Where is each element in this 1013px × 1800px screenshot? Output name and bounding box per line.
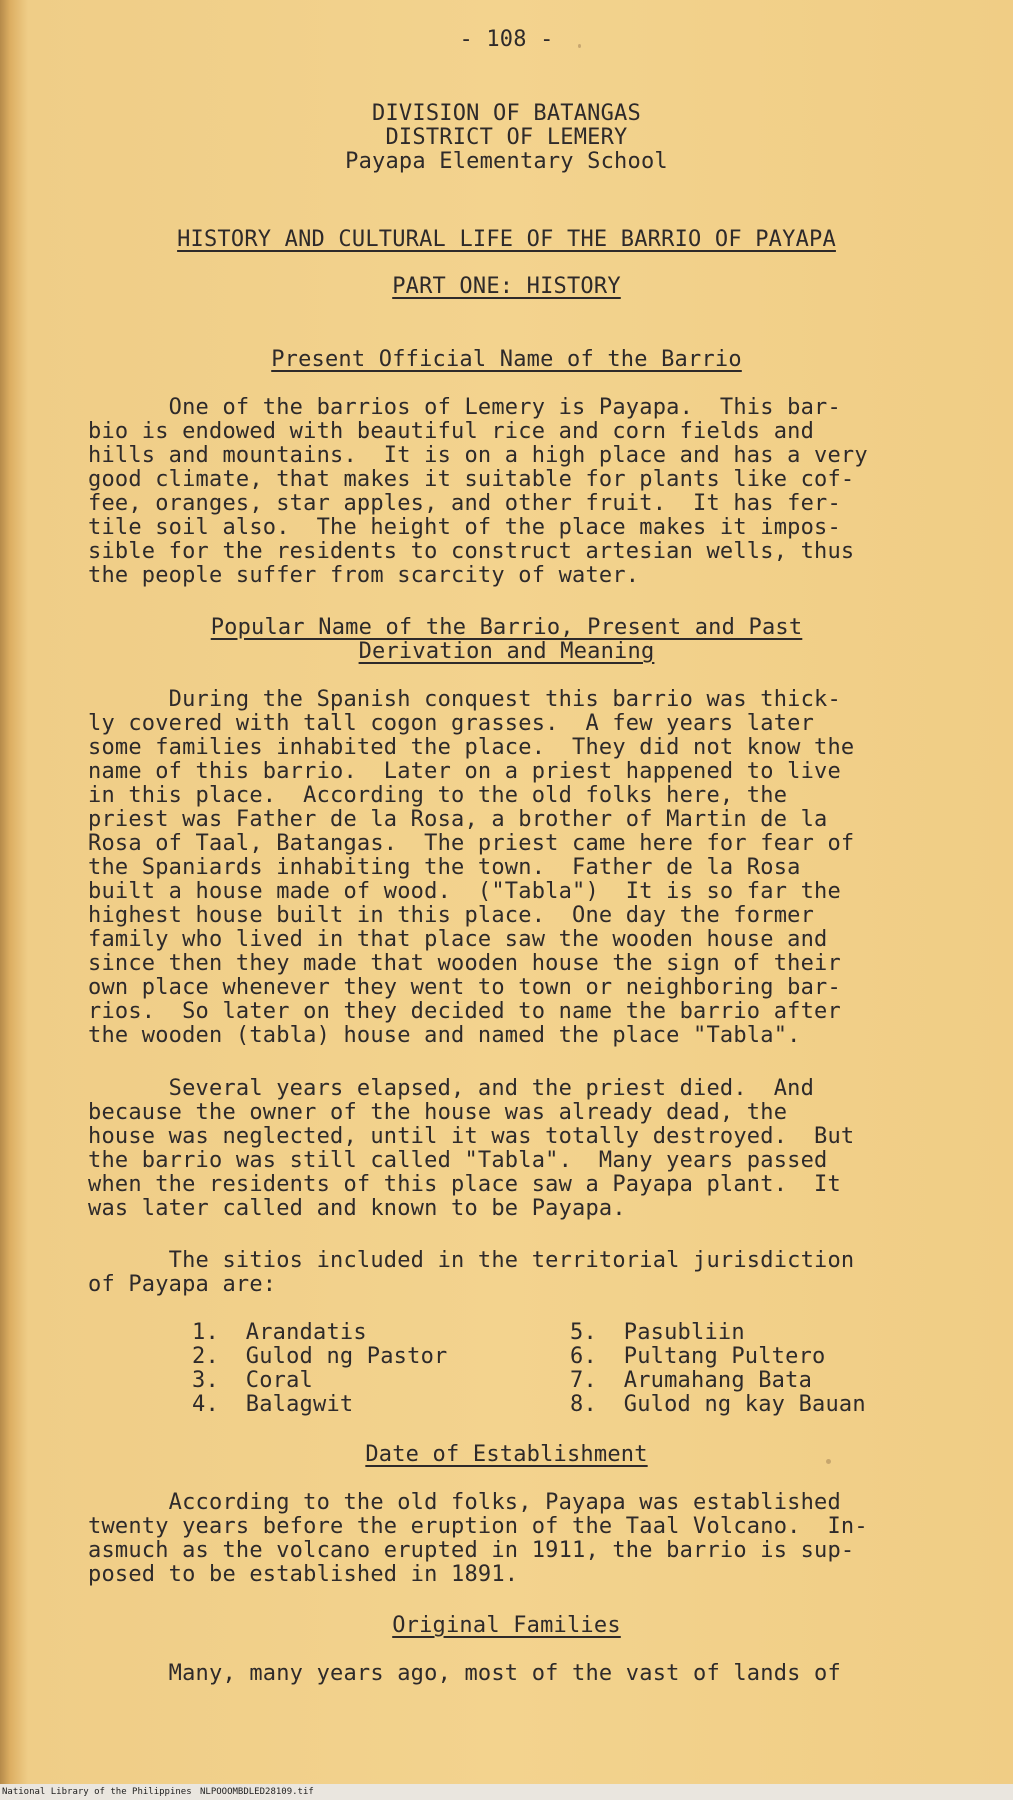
list-item: 5. Pasubliin bbox=[570, 1320, 745, 1345]
text-line: own place whenever they went to town or neighboring bar- bbox=[88, 975, 841, 1000]
list-item: 8. Gulod ng kay Bauan bbox=[570, 1392, 866, 1417]
page-number: - 108 - bbox=[459, 27, 554, 52]
text-line: posed to be established in 1891. bbox=[88, 1562, 519, 1587]
section-heading-establishment: Date of Establishment bbox=[365, 1442, 648, 1467]
text-line: the people suffer from scarcity of water. bbox=[88, 563, 640, 588]
text-line: tile soil also. The height of the place makes it impos- bbox=[88, 515, 841, 540]
text-line: One of the barrios of Lemery is Payapa. This bar- bbox=[88, 395, 841, 420]
text-line: Rosa of Taal, Batangas. The priest came here for fear of bbox=[88, 831, 855, 856]
text-line: ly covered with tall cogon grasses. A few years later bbox=[88, 711, 815, 736]
section-heading-derivation: Derivation and Meaning bbox=[358, 639, 655, 664]
text-line: fee, oranges, star apples, and other fruit. It has fer- bbox=[88, 491, 841, 516]
part-heading: PART ONE: HISTORY bbox=[392, 274, 621, 299]
ink-smudge bbox=[826, 1459, 831, 1464]
document-title: HISTORY AND CULTURAL LIFE OF THE BARRIO OF PAYAPA bbox=[177, 227, 836, 252]
text-line: Many, many years ago, most of the vast of lands of bbox=[88, 1661, 841, 1686]
text-line: During the Spanish conquest this barrio was thick- bbox=[88, 687, 841, 712]
list-item: 4. Balagwit bbox=[192, 1392, 354, 1417]
heading-division: DIVISION OF BATANGAS bbox=[372, 101, 641, 126]
section-heading-original-families: Original Families bbox=[392, 1613, 621, 1638]
text-line: Several years elapsed, and the priest died. And bbox=[88, 1076, 815, 1101]
heading-district: DISTRICT OF LEMERY bbox=[385, 125, 628, 150]
text-line: the wooden (tabla) house and named the place "Tabla". bbox=[88, 1023, 801, 1048]
list-item: 3. Coral bbox=[192, 1368, 314, 1393]
text-line: priest was Father de la Rosa, a brother of Martin de la bbox=[88, 807, 828, 832]
section-heading-popular-name: Popular Name of the Barrio, Present and Past bbox=[210, 615, 803, 640]
scan-footer bbox=[0, 1784, 1013, 1800]
list-item: 2. Gulod ng Pastor bbox=[192, 1344, 448, 1369]
list-item: 7. Arumahang Bata bbox=[570, 1368, 813, 1393]
text-line: when the residents of this place saw a Payapa plant. It bbox=[88, 1172, 841, 1197]
text-line: highest house built in this place. One day the former bbox=[88, 903, 815, 928]
text-line: in this place. According to the old folks here, the bbox=[88, 783, 788, 808]
text-line: since then they made that wooden house the sign of their bbox=[88, 951, 841, 976]
text-line: house was neglected, until it was totally destroyed. But bbox=[88, 1124, 855, 1149]
heading-school: Payapa Elementary School bbox=[345, 149, 668, 174]
text-line: hills and mountains. It is on a high place and has a very bbox=[88, 443, 868, 468]
text-line: According to the old folks, Payapa was established bbox=[88, 1490, 841, 1515]
text-line: some families inhabited the place. They did not know the bbox=[88, 735, 855, 760]
text-line: bio is endowed with beautiful rice and corn fields and bbox=[88, 419, 815, 444]
text-line: built a house made of wood. ("Tabla") It is so far the bbox=[88, 879, 841, 904]
text-line: asmuch as the volcano erupted in 1911, the barrio is sup- bbox=[88, 1538, 855, 1563]
text-line: was later called and known to be Payapa. bbox=[88, 1196, 626, 1221]
list-item: 6. Pultang Pultero bbox=[570, 1344, 826, 1369]
text-line: name of this barrio. Later on a priest happened to live bbox=[88, 759, 841, 784]
text-line: of Payapa are: bbox=[88, 1272, 277, 1297]
text-line: sible for the residents to construct artesian wells, thus bbox=[88, 539, 855, 564]
text-line: twenty years before the eruption of the Taal Volcano. In- bbox=[88, 1514, 868, 1539]
text-line: family who lived in that place saw the wooden house and bbox=[88, 927, 828, 952]
text-line: good climate, that makes it suitable for plants like cof- bbox=[88, 467, 855, 492]
footer-filename: NLPOOOMBDLED28109.tif bbox=[200, 1787, 314, 1797]
text-line: rios. So later on they decided to name the barrio after bbox=[88, 999, 841, 1024]
section-heading-official-name: Present Official Name of the Barrio bbox=[271, 347, 742, 372]
footer-source: National Library of the Philippines bbox=[2, 1787, 192, 1797]
ink-smudge bbox=[578, 44, 581, 48]
text-line: the Spaniards inhabiting the town. Father de la Rosa bbox=[88, 855, 801, 880]
text-line: The sitios included in the territorial jurisdiction bbox=[88, 1248, 855, 1273]
list-item: 1. Arandatis bbox=[192, 1320, 367, 1345]
text-line: the barrio was still called "Tabla". Many years passed bbox=[88, 1148, 828, 1173]
text-line: because the owner of the house was already dead, the bbox=[88, 1100, 788, 1125]
